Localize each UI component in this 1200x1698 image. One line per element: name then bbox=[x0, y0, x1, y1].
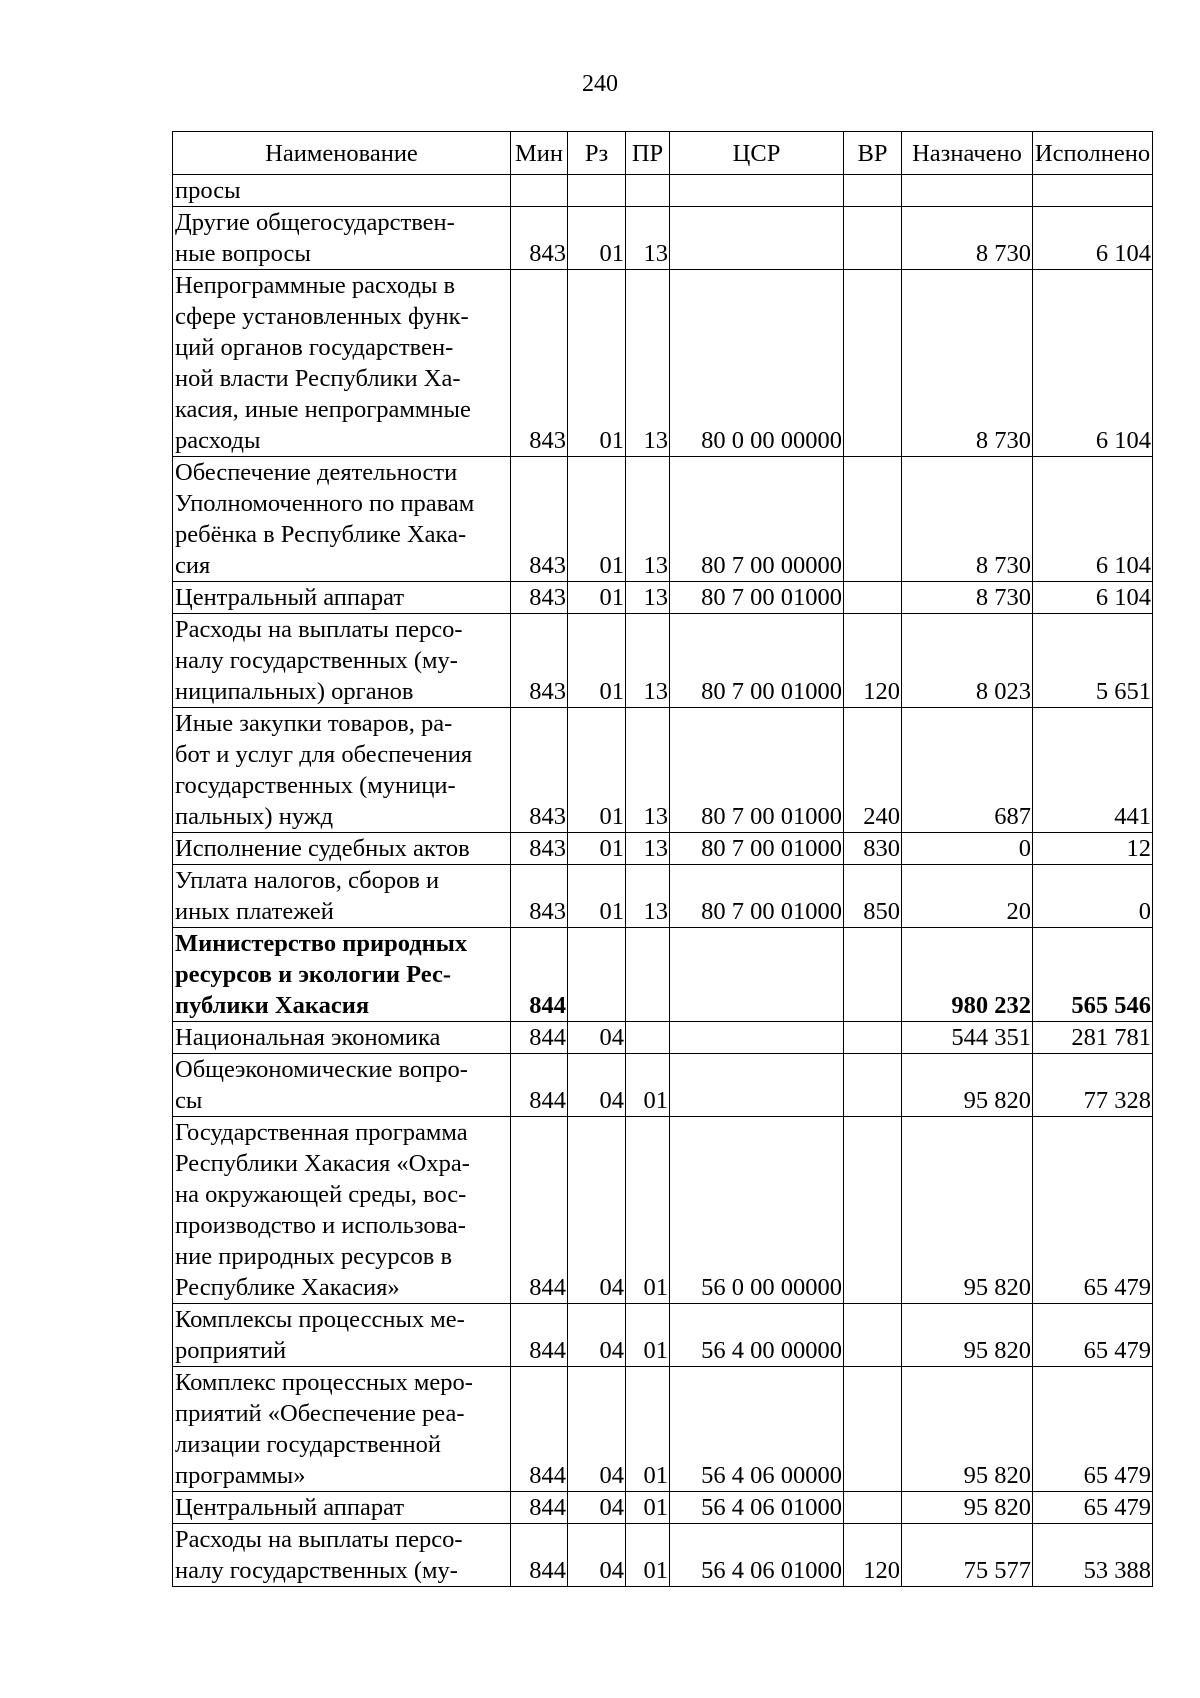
cell-csr: 80 7 00 01000 bbox=[670, 582, 844, 614]
cell-pr: 13 bbox=[626, 865, 670, 928]
cell-rz: 01 bbox=[568, 833, 626, 865]
cell-csr: 80 7 00 01000 bbox=[670, 865, 844, 928]
cell-name-line: производство и использова- bbox=[175, 1212, 466, 1239]
header-rz: Рз bbox=[568, 132, 626, 175]
cell-assigned: 8 730 bbox=[902, 270, 1033, 457]
cell-vr bbox=[844, 1022, 902, 1054]
cell-pr: 13 bbox=[626, 582, 670, 614]
cell-csr: 80 0 00 00000 bbox=[670, 270, 844, 457]
cell-min: 843 bbox=[511, 207, 568, 270]
cell-vr bbox=[844, 1117, 902, 1304]
cell-pr bbox=[626, 928, 670, 1022]
cell-name-line: пальных) нужд bbox=[175, 803, 334, 830]
cell-name-line: иных платежей bbox=[175, 898, 334, 925]
cell-name bbox=[173, 1117, 511, 1304]
table-row bbox=[173, 175, 1153, 207]
cell-pr: 13 bbox=[626, 614, 670, 708]
page-number: 240 bbox=[582, 71, 618, 97]
table-row bbox=[173, 270, 1153, 457]
cell-name-line: бот и услуг для обеспечения bbox=[175, 741, 473, 768]
cell-executed: 12 bbox=[1033, 833, 1153, 865]
cell-name-line: Комплексы процессных ме- bbox=[175, 1306, 465, 1333]
cell-executed: 281 781 bbox=[1033, 1022, 1153, 1054]
cell-pr: 01 bbox=[626, 1117, 670, 1304]
cell-pr: 01 bbox=[626, 1524, 670, 1587]
cell-assigned: 8 730 bbox=[902, 207, 1033, 270]
cell-executed: 6 104 bbox=[1033, 582, 1153, 614]
cell-name-line: ресурсов и экологии Рес- bbox=[175, 961, 451, 988]
cell-rz: 01 bbox=[568, 457, 626, 582]
cell-vr bbox=[844, 175, 902, 207]
cell-csr: 80 7 00 01000 bbox=[670, 614, 844, 708]
cell-name bbox=[173, 1054, 511, 1117]
cell-name-line: государственных (муници- bbox=[175, 772, 456, 799]
table-row bbox=[173, 1022, 1153, 1054]
cell-rz: 01 bbox=[568, 865, 626, 928]
cell-pr: 13 bbox=[626, 270, 670, 457]
cell-min: 843 bbox=[511, 614, 568, 708]
cell-name-line: публики Хакасия bbox=[175, 992, 370, 1019]
cell-name-line: Уполномоченного по правам bbox=[175, 490, 475, 517]
table-row bbox=[173, 1367, 1153, 1492]
cell-name bbox=[173, 865, 511, 928]
cell-pr: 01 bbox=[626, 1367, 670, 1492]
cell-vr bbox=[844, 457, 902, 582]
cell-assigned: 95 820 bbox=[902, 1304, 1033, 1367]
cell-name-line: Расходы на выплаты персо- bbox=[175, 616, 463, 643]
cell-name bbox=[173, 614, 511, 708]
cell-name-line: Комплекс процессных меро- bbox=[175, 1369, 473, 1396]
table-row bbox=[173, 833, 1153, 865]
cell-name-line: сы bbox=[175, 1087, 203, 1114]
cell-name bbox=[173, 1022, 511, 1054]
cell-min: 844 bbox=[511, 1524, 568, 1587]
cell-name-line: Обеспечение деятельности bbox=[175, 459, 458, 486]
cell-csr: 56 4 06 01000 bbox=[670, 1492, 844, 1524]
cell-name bbox=[173, 457, 511, 582]
cell-assigned bbox=[902, 175, 1033, 207]
cell-vr: 850 bbox=[844, 865, 902, 928]
cell-rz: 01 bbox=[568, 614, 626, 708]
cell-executed: 77 328 bbox=[1033, 1054, 1153, 1117]
cell-name-line: касия, иные непрограммные bbox=[175, 396, 471, 423]
cell-executed: 441 bbox=[1033, 708, 1153, 833]
header-vr: ВР bbox=[844, 132, 902, 175]
header-assigned: Назначено bbox=[902, 132, 1033, 175]
cell-min: 843 bbox=[511, 865, 568, 928]
cell-min: 843 bbox=[511, 833, 568, 865]
cell-csr: 80 7 00 01000 bbox=[670, 833, 844, 865]
cell-min: 844 bbox=[511, 928, 568, 1022]
cell-rz bbox=[568, 928, 626, 1022]
cell-executed bbox=[1033, 175, 1153, 207]
cell-name-line: Иные закупки товаров, ра- bbox=[175, 710, 453, 737]
cell-name bbox=[173, 1304, 511, 1367]
cell-vr bbox=[844, 1492, 902, 1524]
cell-vr bbox=[844, 1367, 902, 1492]
cell-name-line: сфере установленных функ- bbox=[175, 303, 469, 330]
cell-name bbox=[173, 270, 511, 457]
cell-name-line: Центральный аппарат bbox=[175, 584, 405, 611]
cell-name-line: ние природных ресурсов в bbox=[175, 1243, 453, 1270]
cell-pr: 01 bbox=[626, 1492, 670, 1524]
cell-name-line: расходы bbox=[175, 427, 261, 454]
cell-min: 844 bbox=[511, 1117, 568, 1304]
cell-executed: 0 bbox=[1033, 865, 1153, 928]
cell-vr: 830 bbox=[844, 833, 902, 865]
cell-vr bbox=[844, 1054, 902, 1117]
cell-assigned: 75 577 bbox=[902, 1524, 1033, 1587]
cell-name-line: сия bbox=[175, 552, 211, 579]
table-row bbox=[173, 457, 1153, 582]
cell-min: 844 bbox=[511, 1022, 568, 1054]
cell-min: 843 bbox=[511, 708, 568, 833]
cell-name-line: Республике Хакасия» bbox=[175, 1274, 400, 1301]
cell-pr: 01 bbox=[626, 1304, 670, 1367]
cell-rz: 04 bbox=[568, 1117, 626, 1304]
cell-executed: 6 104 bbox=[1033, 207, 1153, 270]
cell-name-line: ниципальных) органов bbox=[175, 678, 414, 705]
cell-assigned: 8 023 bbox=[902, 614, 1033, 708]
cell-pr bbox=[626, 175, 670, 207]
cell-rz: 01 bbox=[568, 207, 626, 270]
cell-csr bbox=[670, 175, 844, 207]
cell-rz: 04 bbox=[568, 1524, 626, 1587]
cell-csr bbox=[670, 928, 844, 1022]
cell-min: 844 bbox=[511, 1054, 568, 1117]
table-header-row bbox=[173, 132, 1153, 175]
cell-vr bbox=[844, 928, 902, 1022]
cell-vr: 120 bbox=[844, 614, 902, 708]
cell-name-line: Общеэкономические вопро- bbox=[175, 1056, 468, 1083]
cell-name-line: Центральный аппарат bbox=[175, 1494, 405, 1521]
cell-name-line: лизации государственной bbox=[175, 1431, 441, 1458]
cell-name-line: приятий «Обеспечение реа- bbox=[175, 1400, 465, 1427]
cell-min bbox=[511, 175, 568, 207]
cell-name-line: Исполнение судебных актов bbox=[175, 835, 470, 862]
cell-csr bbox=[670, 207, 844, 270]
cell-name-line: ций органов государствен- bbox=[175, 334, 454, 361]
cell-executed: 6 104 bbox=[1033, 270, 1153, 457]
cell-name-line: налу государственных (му- bbox=[175, 1557, 458, 1584]
cell-pr: 13 bbox=[626, 457, 670, 582]
cell-executed: 5 651 bbox=[1033, 614, 1153, 708]
cell-csr: 56 4 06 01000 bbox=[670, 1524, 844, 1587]
cell-csr bbox=[670, 1022, 844, 1054]
cell-name-line: Государственная программа bbox=[175, 1119, 468, 1146]
header-name: Наименование bbox=[173, 132, 511, 175]
cell-rz: 04 bbox=[568, 1492, 626, 1524]
budget-table bbox=[172, 131, 1153, 1587]
table-row bbox=[173, 614, 1153, 708]
table-row bbox=[173, 1117, 1153, 1304]
cell-name-line: Другие общегосударствен- bbox=[175, 209, 455, 236]
cell-assigned: 8 730 bbox=[902, 582, 1033, 614]
table-row bbox=[173, 582, 1153, 614]
cell-name-line: ной власти Республики Ха- bbox=[175, 365, 461, 392]
cell-executed: 65 479 bbox=[1033, 1117, 1153, 1304]
table-row bbox=[173, 865, 1153, 928]
cell-rz: 04 bbox=[568, 1054, 626, 1117]
cell-name-line: роприятий bbox=[175, 1337, 287, 1364]
cell-pr bbox=[626, 1022, 670, 1054]
cell-vr bbox=[844, 270, 902, 457]
cell-vr bbox=[844, 207, 902, 270]
cell-name-line: ные вопросы bbox=[175, 240, 311, 267]
cell-assigned: 95 820 bbox=[902, 1367, 1033, 1492]
table-row bbox=[173, 928, 1153, 1022]
cell-name bbox=[173, 833, 511, 865]
cell-assigned: 544 351 bbox=[902, 1022, 1033, 1054]
cell-name bbox=[173, 1524, 511, 1587]
table-row bbox=[173, 207, 1153, 270]
cell-name-line: налу государственных (му- bbox=[175, 647, 458, 674]
header-min: Мин bbox=[511, 132, 568, 175]
cell-executed: 565 546 bbox=[1033, 928, 1153, 1022]
cell-assigned: 980 232 bbox=[902, 928, 1033, 1022]
cell-assigned: 8 730 bbox=[902, 457, 1033, 582]
cell-min: 843 bbox=[511, 457, 568, 582]
cell-name bbox=[173, 175, 511, 207]
cell-csr: 56 4 06 00000 bbox=[670, 1367, 844, 1492]
cell-executed: 6 104 bbox=[1033, 457, 1153, 582]
cell-csr: 80 7 00 01000 bbox=[670, 708, 844, 833]
cell-executed: 65 479 bbox=[1033, 1492, 1153, 1524]
cell-assigned: 687 bbox=[902, 708, 1033, 833]
cell-assigned: 0 bbox=[902, 833, 1033, 865]
cell-csr: 56 0 00 00000 bbox=[670, 1117, 844, 1304]
cell-csr: 56 4 00 00000 bbox=[670, 1304, 844, 1367]
cell-rz bbox=[568, 175, 626, 207]
cell-min: 843 bbox=[511, 270, 568, 457]
header-executed: Исполнено bbox=[1033, 132, 1153, 175]
cell-pr: 13 bbox=[626, 207, 670, 270]
header-pr: ПР bbox=[626, 132, 670, 175]
cell-pr: 13 bbox=[626, 708, 670, 833]
cell-executed: 53 388 bbox=[1033, 1524, 1153, 1587]
table-body bbox=[173, 175, 1153, 1587]
cell-csr bbox=[670, 1054, 844, 1117]
cell-rz: 01 bbox=[568, 582, 626, 614]
cell-name-line: Министерство природных bbox=[175, 930, 468, 957]
cell-rz: 01 bbox=[568, 270, 626, 457]
cell-name-line: ребёнка в Республике Хака- bbox=[175, 521, 467, 548]
cell-name-line: Непрограммные расходы в bbox=[175, 272, 456, 299]
table-row bbox=[173, 708, 1153, 833]
cell-vr bbox=[844, 582, 902, 614]
cell-name-line: Республики Хакасия «Охра- bbox=[175, 1150, 470, 1177]
table-row bbox=[173, 1054, 1153, 1117]
cell-executed: 65 479 bbox=[1033, 1304, 1153, 1367]
cell-vr: 240 bbox=[844, 708, 902, 833]
cell-name bbox=[173, 708, 511, 833]
cell-name-line: на окружающей среды, вос- bbox=[175, 1181, 467, 1208]
cell-assigned: 95 820 bbox=[902, 1054, 1033, 1117]
table-row bbox=[173, 1304, 1153, 1367]
cell-name bbox=[173, 207, 511, 270]
cell-rz: 01 bbox=[568, 708, 626, 833]
cell-name bbox=[173, 1492, 511, 1524]
cell-name bbox=[173, 1367, 511, 1492]
cell-min: 843 bbox=[511, 582, 568, 614]
cell-pr: 13 bbox=[626, 833, 670, 865]
cell-min: 844 bbox=[511, 1304, 568, 1367]
cell-name-line: программы» bbox=[175, 1462, 306, 1489]
cell-assigned: 20 bbox=[902, 865, 1033, 928]
cell-name-line: просы bbox=[175, 177, 241, 204]
cell-rz: 04 bbox=[568, 1367, 626, 1492]
cell-executed: 65 479 bbox=[1033, 1367, 1153, 1492]
cell-name bbox=[173, 928, 511, 1022]
table-row bbox=[173, 1492, 1153, 1524]
table-row bbox=[173, 1524, 1153, 1587]
header-csr: ЦСР bbox=[670, 132, 844, 175]
cell-assigned: 95 820 bbox=[902, 1492, 1033, 1524]
cell-rz: 04 bbox=[568, 1304, 626, 1367]
cell-pr: 01 bbox=[626, 1054, 670, 1117]
cell-name bbox=[173, 582, 511, 614]
cell-name-line: Национальная экономика bbox=[175, 1024, 441, 1051]
cell-min: 844 bbox=[511, 1367, 568, 1492]
cell-vr bbox=[844, 1304, 902, 1367]
cell-min: 844 bbox=[511, 1492, 568, 1524]
cell-csr: 80 7 00 00000 bbox=[670, 457, 844, 582]
cell-name-line: Уплата налогов, сборов и bbox=[175, 867, 440, 894]
cell-name-line: Расходы на выплаты персо- bbox=[175, 1526, 463, 1553]
cell-vr: 120 bbox=[844, 1524, 902, 1587]
cell-rz: 04 bbox=[568, 1022, 626, 1054]
cell-assigned: 95 820 bbox=[902, 1117, 1033, 1304]
